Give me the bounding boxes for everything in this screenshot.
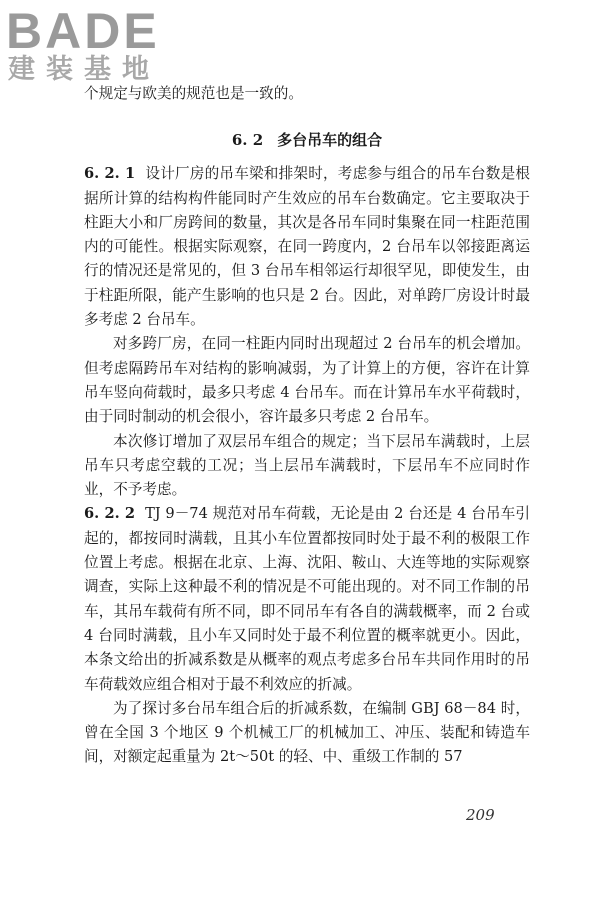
clause-6-2-2-paragraph-1 [84, 502, 530, 696]
clause-number: 6. 2. 2 [84, 505, 136, 523]
clause-text: 设计厂房的吊车梁和排架时，考虑参与组合的吊车台数是根据所计算的结构构件能同时产生效应的吊车台数确定。它主要取决于柱距大小和厂房跨间的数量，其次是各吊车同时集聚在同一柱距范围内的可能性。根据实际观察，在同一跨度内，2 台吊车以邻接距离运行的情况还是常见的，但 3 台吊车相邻运行却很罕见，即使发生，由于柱距所限，能产生影响的也只是 2 台。因此，对单跨厂房设计时最多考虑 2 台吊车。 [84, 165, 530, 329]
document-body [84, 82, 530, 770]
clause-number: 6. 2. 1 [84, 165, 136, 183]
intro-line: 个规定与欧美的规范也是一致的。 [84, 85, 303, 102]
logo-chinese-text: 建装基地 [8, 54, 160, 85]
section-number: 6. 2 [231, 131, 264, 150]
clause-text: TJ 9－74 规范对吊车荷载，无论是由 2 台还是 4 台吊车引起的，都按同时满载，且其小车位置都按同时处于最不利的极限工作位置上考虑。根据在北京、上海、沈阳、鞍山、大连等地的实际观察调查，实际上这种最不利的情况是不可能出现的。对不同工作制的吊车，其吊车载荷有所不同，即不同吊车有各自的满载概率，而 2 台或 4 台同时满载，且小车又同时处于最不利位置的概率就更小。因此，本条文给出的折减系数是从概率的观点考虑多台吊车共同作用时的吊车荷载效应组合相对于最不利效应的折减。 [84, 505, 530, 693]
logo-wordmark: BADE [6, 3, 160, 59]
clause-6-2-2-paragraph-2: 为了探讨多台吊车组合后的折减系数，在编制 GBJ 68－84 时，曾在全国 3 个地区 9 个机械工厂的机械加工、冲压、装配和铸造车间，对额定起重量为 2t～50t 的轻、中、重级工作制的 57 [84, 699, 530, 766]
section-heading [84, 130, 530, 150]
section-title: 多台吊车的组合 [277, 131, 383, 150]
clause-6-2-1-paragraph-3: 本次修订增加了双层吊车组合的规定；当下层吊车满载时，上层吊车只考虑空载的工况；当上层吊车满载时，下层吊车不应同时作业，不予考虑。 [84, 432, 530, 499]
clause-6-2-1-paragraph-1 [84, 162, 530, 332]
bade-logo [6, 4, 181, 88]
clause-6-2-1-paragraph-2: 对多跨厂房，在同一柱距内同时出现超过 2 台吊车的机会增加。但考虑隔跨吊车对结构的影响减弱，为了计算上的方便，容许在计算吊车竖向荷载时，最多只考虑 4 台吊车。而在计算吊车水平荷载时，由于同时制动的机会很小，容许最多只考虑 2 台吊车。 [84, 335, 530, 426]
page-number: 209 [466, 806, 495, 824]
